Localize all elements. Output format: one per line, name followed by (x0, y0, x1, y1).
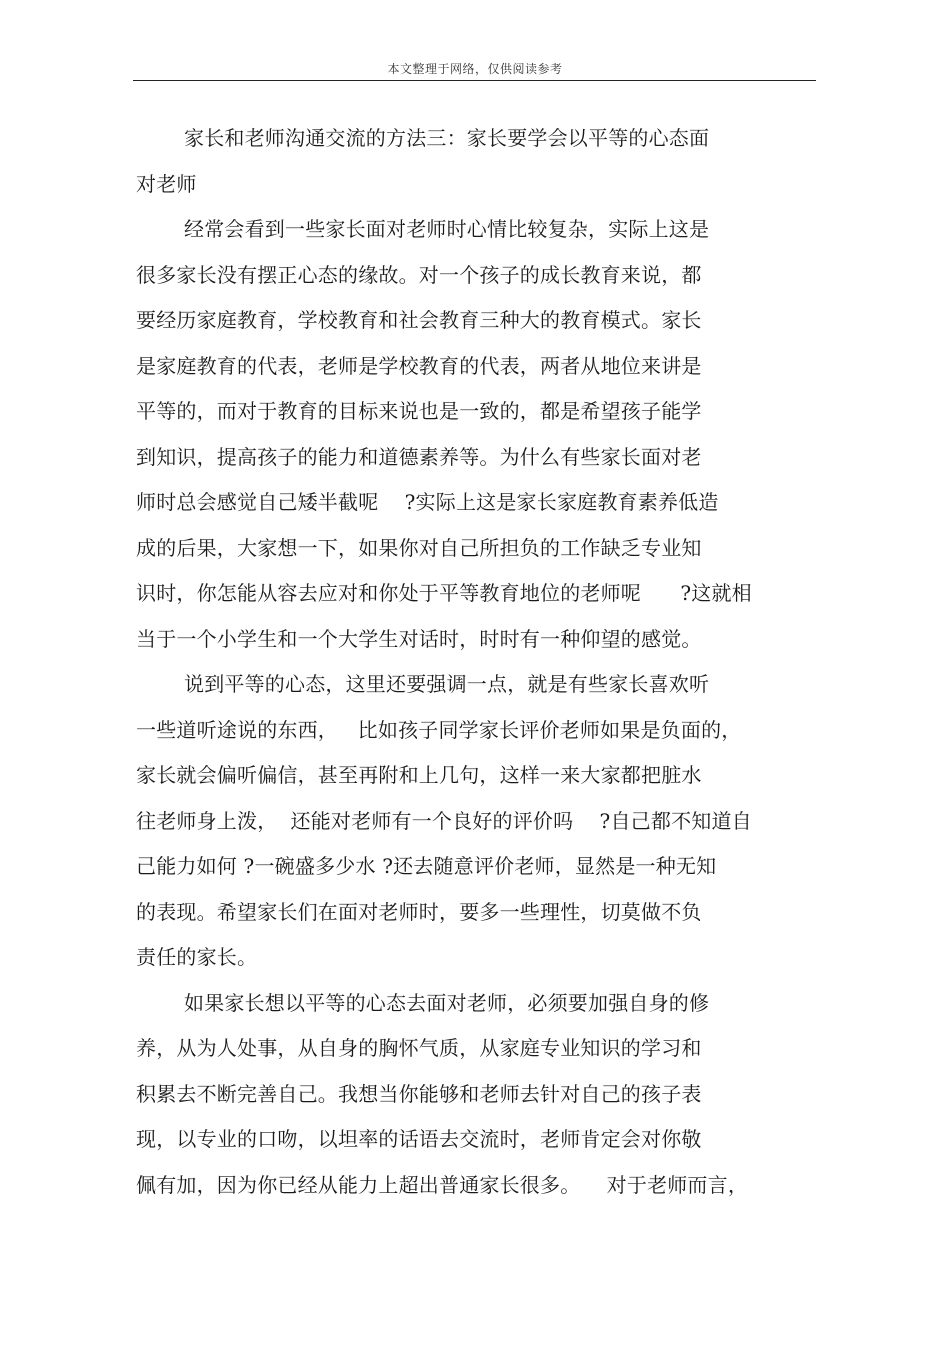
paragraph-line: 积累去不断完善自己。我想当你能够和老师去针对自己的孩子表 (136, 1081, 702, 1106)
paragraph-line: 对老师 (136, 171, 197, 196)
header-divider (133, 80, 816, 81)
paragraph-line: 成的后果，大家想一下，如果你对自己所担负的工作缺乏专业知 (136, 535, 702, 560)
paragraph-line: 己能力如何 ?一碗盛多少水 ?还去随意评价老师，显然是一种无知 (136, 854, 717, 878)
paragraph-line: 家长就会偏听偏信，甚至再附和上几句，这样一来大家都把脏水 (136, 763, 702, 787)
paragraph-line: 现，以专业的口吻，以坦率的话语去交流时，老师肯定会对你敬 (136, 1127, 702, 1151)
paragraph-line: 平等的，而对于教育的目标来说也是一致的，都是希望孩子能学 (136, 399, 702, 423)
paragraph-line: 是家庭教育的代表，老师是学校教育的代表，两者从地位来讲是 (136, 353, 702, 378)
paragraph-line: 家长和老师沟通交流的方法三：家长要学会以平等的心态面 (184, 126, 710, 150)
paragraph-line: 很多家长没有摆正心态的缘故。对一个孩子的成长教育来说，都 (136, 262, 702, 287)
paragraph-line: 师时总会感觉自己矮半截呢 ?实际上这是家长家庭教育素养低造 (136, 490, 719, 514)
paragraph-line: 到知识，提高孩子的能力和道德素养等。为什么有些家长面对老 (136, 444, 702, 469)
paragraph-line: 如果家长想以平等的心态去面对老师，必须要加强自身的修 (184, 990, 710, 1015)
document-body (136, 116, 826, 1208)
paragraph-line: 识时，你怎能从容去应对和你处于平等教育地位的老师呢 ?这就相 (136, 581, 752, 605)
paragraph-line: 说到平等的心态，这里还要强调一点，就是有些家长喜欢听 (184, 672, 710, 696)
paragraph-line: 要经历家庭教育，学校教育和社会教育三种大的教育模式。家长 (136, 308, 702, 332)
paragraph-line: 佩有加，因为你已经从能力上超出普通家长很多。 对于老师而言， (136, 1172, 749, 1197)
page-header: 本文整理于网络，仅供阅读参考 (387, 62, 563, 76)
paragraph-line: 责任的家长。 (136, 945, 258, 969)
paragraph-line: 往老师身上泼， 还能对老师有一个良好的评价吗 ?自己都不知道自 (136, 808, 752, 833)
paragraph-line: 当于一个小学生和一个大学生对话时，时时有一种仰望的感觉。 (136, 626, 702, 651)
paragraph-line: 一些道听途说的东西， 比如孩子同学家长评价老师如果是负面的， (136, 717, 742, 742)
paragraph-line: 经常会看到一些家长面对老师时心情比较复杂，实际上这是 (184, 217, 710, 241)
paragraph-line: 养，从为人处事，从自身的胸怀气质，从家庭专业知识的学习和 (136, 1036, 702, 1060)
paragraph-line: 的表现。希望家长们在面对老师时，要多一些理性，切莫做不负 (136, 899, 702, 924)
